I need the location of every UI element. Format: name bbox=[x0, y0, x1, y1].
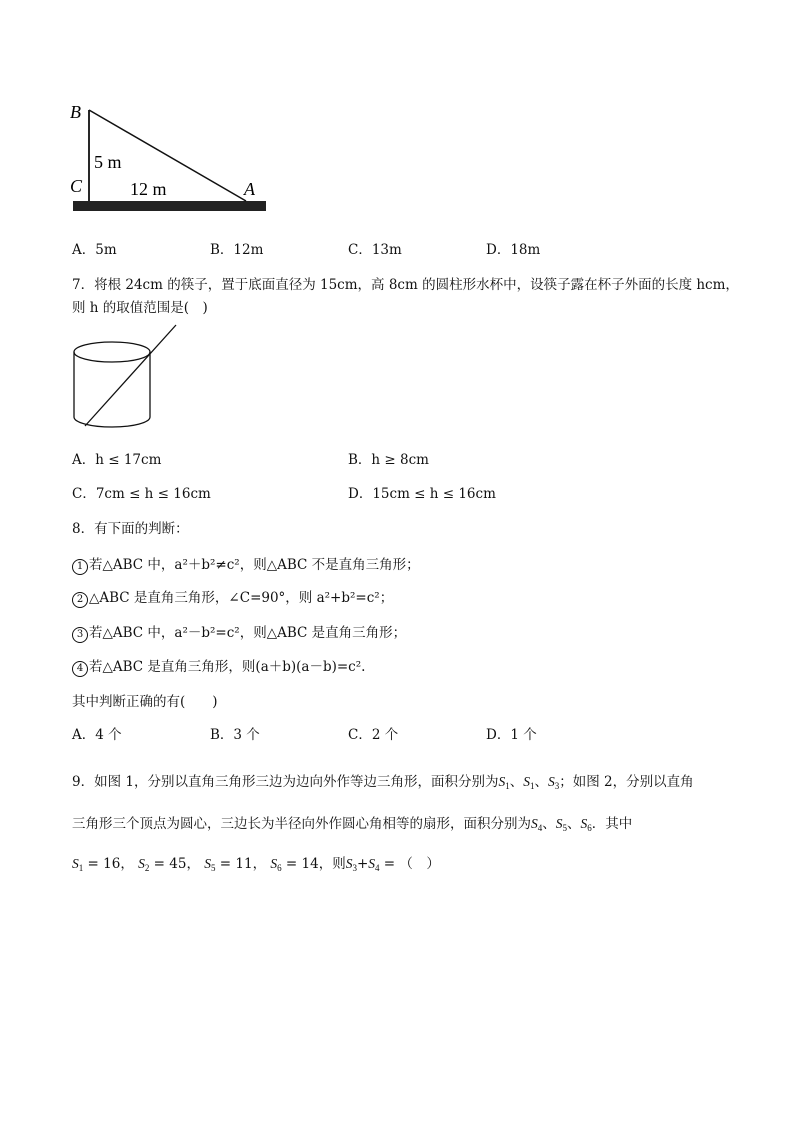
q8-statement-3 bbox=[72, 621, 406, 643]
equation-s5-value: = 11 bbox=[215, 856, 253, 872]
comma: ， bbox=[186, 856, 200, 872]
circled-number-4: 4 bbox=[72, 661, 88, 677]
chopstick bbox=[85, 325, 176, 426]
symbol-s6: $S_6$ bbox=[580, 816, 592, 833]
q9-line2 bbox=[72, 812, 632, 833]
symbol-s4-ask: $S_4$ bbox=[368, 856, 380, 873]
q6-option-d[interactable]: D．18m bbox=[486, 242, 541, 258]
symbol-s1: $S_1$ bbox=[498, 774, 510, 791]
q7-option-c[interactable]: C．7cm ≤ h ≤ 16cm bbox=[72, 486, 211, 502]
equation-s1: $S_1$ bbox=[72, 856, 84, 873]
q8-statement-2 bbox=[72, 586, 393, 608]
q9-line2-text: 三角形三个顶点为圆心，三边长为半径向外作圆心角相等的扇形，面积分别为 bbox=[72, 816, 531, 832]
q9-ask-suffix: = （ ） bbox=[379, 856, 440, 872]
q8-option-b[interactable]: B．3 个 bbox=[210, 727, 260, 743]
q8-statement-4-text: 若△ABC 是直角三角形，则(a＋b)(a－b)=c². bbox=[89, 659, 366, 675]
equation-s2-value: = 45 bbox=[149, 856, 187, 872]
q8-title: 8．有下面的判断： bbox=[72, 521, 189, 537]
q8-option-a[interactable]: A．4 个 bbox=[72, 727, 122, 743]
equation-s5: $S_5$ bbox=[204, 856, 216, 873]
q8-statement-2-text: △ABC 是直角三角形，∠C=90°，则 a²+b²=c²； bbox=[89, 590, 394, 606]
cup-rim bbox=[74, 342, 150, 362]
separator: 、 bbox=[509, 774, 524, 790]
q9-line1-tail: ；如图 2，分别以直角 bbox=[559, 774, 694, 790]
triangle-figure bbox=[66, 98, 276, 218]
plus-sign: + bbox=[356, 856, 369, 872]
cup-figure bbox=[68, 322, 184, 430]
length-ca: 12 m bbox=[130, 179, 167, 199]
q9-line1 bbox=[72, 770, 694, 791]
label-a: A bbox=[244, 179, 255, 199]
q7-option-a[interactable]: A．h ≤ 17cm bbox=[72, 452, 162, 468]
equation-s6-value: = 14 bbox=[281, 856, 319, 872]
circled-number-1: 1 bbox=[72, 559, 88, 575]
equation-s1-value: = 16 bbox=[83, 856, 121, 872]
circled-number-3: 3 bbox=[72, 627, 88, 643]
q9-line3 bbox=[72, 852, 440, 873]
q6-option-a[interactable]: A．5m bbox=[72, 242, 117, 258]
symbol-s3-ask: $S_3$ bbox=[345, 856, 357, 873]
q8-option-d[interactable]: D．1 个 bbox=[486, 727, 537, 743]
q7-option-b[interactable]: B．h ≥ 8cm bbox=[348, 452, 429, 468]
q7-stem-line2: 则 h 的取值范围是( ) bbox=[72, 300, 208, 316]
symbol-s3: $S_3$ bbox=[547, 774, 560, 791]
circled-number-2: 2 bbox=[72, 592, 88, 608]
q6-option-b[interactable]: B．12m bbox=[210, 242, 264, 258]
q8-statement-4 bbox=[72, 655, 365, 677]
length-bc: 5 m bbox=[94, 152, 122, 172]
label-c: C bbox=[70, 176, 83, 196]
q8-question: 其中判断正确的有( ) bbox=[72, 694, 218, 710]
symbol-s5: $S_5$ bbox=[555, 816, 567, 833]
separator: 、 bbox=[542, 816, 556, 832]
comma: ， bbox=[252, 856, 267, 872]
label-b: B bbox=[70, 102, 81, 122]
separator: 、 bbox=[567, 816, 581, 832]
q9-ask-prefix: ，则 bbox=[318, 856, 346, 872]
q8-option-c[interactable]: C．2 个 bbox=[348, 727, 399, 743]
q8-statement-3-text: 若△ABC 中，a²－b²=c²，则△ABC 是直角三角形； bbox=[89, 625, 407, 641]
q8-statement-1-text: 若△ABC 中，a²＋b²≠c²，则△ABC 不是直角三角形； bbox=[89, 557, 420, 573]
ground-bar bbox=[73, 201, 266, 211]
q7-stem-line1: 7．将根 24cm 的筷子，置于底面直径为 15cm，高 8cm 的圆柱形水杯中，设筷子露在杯子外面的长度 hcm， bbox=[72, 277, 739, 293]
q8-statement-1 bbox=[72, 553, 420, 575]
q9-line2-tail: ．其中 bbox=[591, 816, 633, 832]
comma: ， bbox=[120, 856, 134, 872]
q9-line1-text: 9．如图 1，分别以直角三角形三边为边向外作等边三角形，面积分别为 bbox=[72, 774, 499, 790]
q7-option-d[interactable]: D．15cm ≤ h ≤ 16cm bbox=[348, 486, 496, 502]
separator: 、 bbox=[534, 774, 548, 790]
equation-s2: $S_2$ bbox=[138, 856, 150, 873]
q6-option-c[interactable]: C．13m bbox=[348, 242, 402, 258]
symbol-s2: $S_1$ bbox=[523, 774, 535, 791]
equation-s6: $S_6$ bbox=[270, 856, 282, 873]
symbol-s4: $S_4$ bbox=[531, 816, 543, 833]
